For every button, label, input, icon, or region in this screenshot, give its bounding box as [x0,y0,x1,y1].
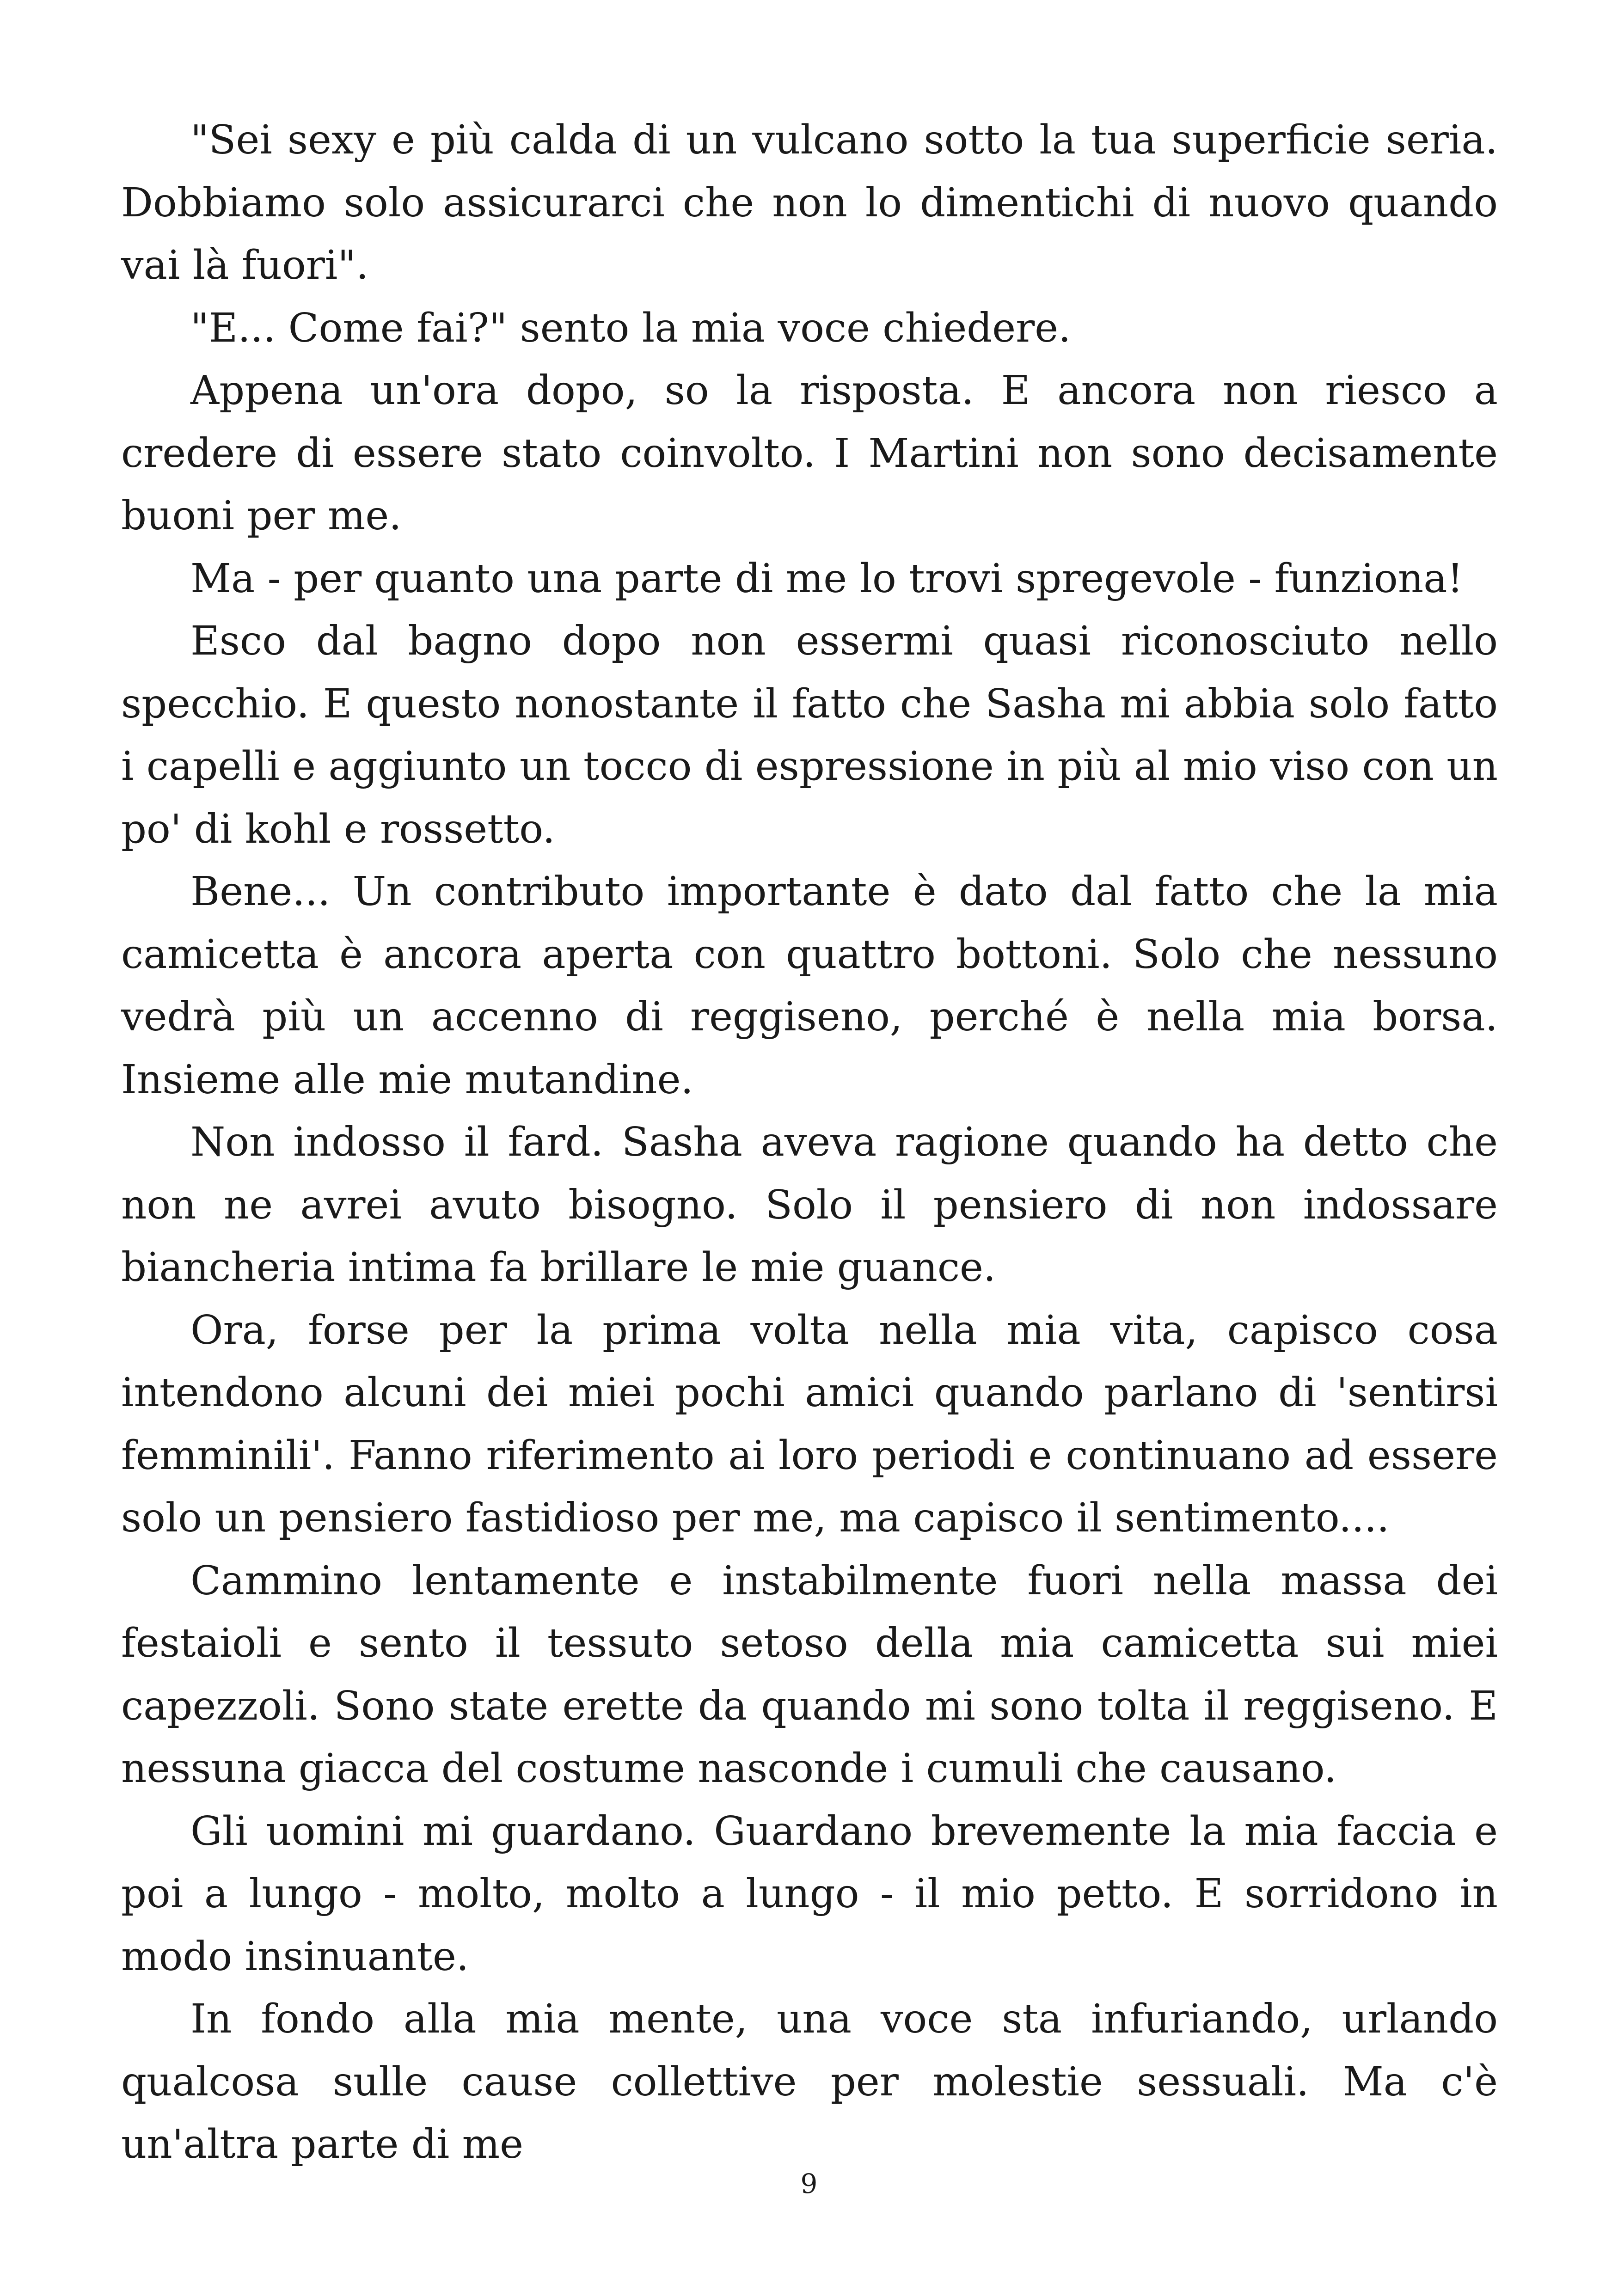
paragraph: Non indosso il fard. Sasha aveva ragione quando ha detto che non ne avrei avuto bisogno. Solo il pensiero di non indossare biancheria intima fa brillare le mie guance. [121,1119,1498,1291]
body-text [121,109,1498,2176]
paragraph: In fondo alla mia mente, una voce sta infuriando, urlando qualcosa sulle cause collettive per molestie sessuali. Ma c'è un'altra parte di me [121,1996,1498,2167]
paragraph: "E... Come fai?" sento la mia voce chiedere. [190,305,1071,351]
paragraph: Cammino lentamente e instabilmente fuori nella massa dei festaioli e sento il tessuto setoso della mia camicetta sui miei capezzoli. Sono state erette da quando mi sono tolta il reggiseno. E nessuna giacca del costume nasconde i cumuli che causano. [121,1557,1498,1792]
page-number: 9 [800,2168,818,2199]
paragraph: "Sei sexy e più calda di un vulcano sotto la tua superficie seria. Dobbiamo solo assicurarci che non lo dimentichi di nuovo quando vai là fuori". [121,117,1498,288]
paragraph: Ora, forse per la prima volta nella mia vita, capisco cosa intendono alcuni dei miei pochi amici quando parlano di 'sentirsi femminili'. Fanno riferimento ai loro periodi e continuano ad essere solo un pensiero fastidioso per me, ma capisco il sentimento.... [121,1307,1498,1541]
paragraph: Gli uomini mi guardano. Guardano brevemente la mia faccia e poi a lungo - molto, molto a lungo - il mio petto. E sorridono in modo insinuante. [121,1808,1498,1980]
paragraph: Ma - per quanto una parte di me lo trovi spregevole - funziona! [190,555,1464,602]
paragraph: Bene... Un contributo importante è dato dal fatto che la mia camicetta è ancora aperta con quattro bottoni. Solo che nessuno vedrà più un accenno di reggiseno, perché è nella mia borsa. Insieme alle mie mutandine. [121,869,1498,1103]
paragraph: Appena un'ora dopo, so la risposta. E ancora non riesco a credere di essere stato coinvolto. I Martini non sono decisamente buoni per me. [121,367,1498,539]
paragraph: Esco dal bagno dopo non essermi quasi riconosciuto nello specchio. E questo nonostante il fatto che Sasha mi abbia solo fatto i capelli e aggiunto un tocco di espressione in più al mio viso con un po' di kohl e rossetto. [121,618,1498,852]
